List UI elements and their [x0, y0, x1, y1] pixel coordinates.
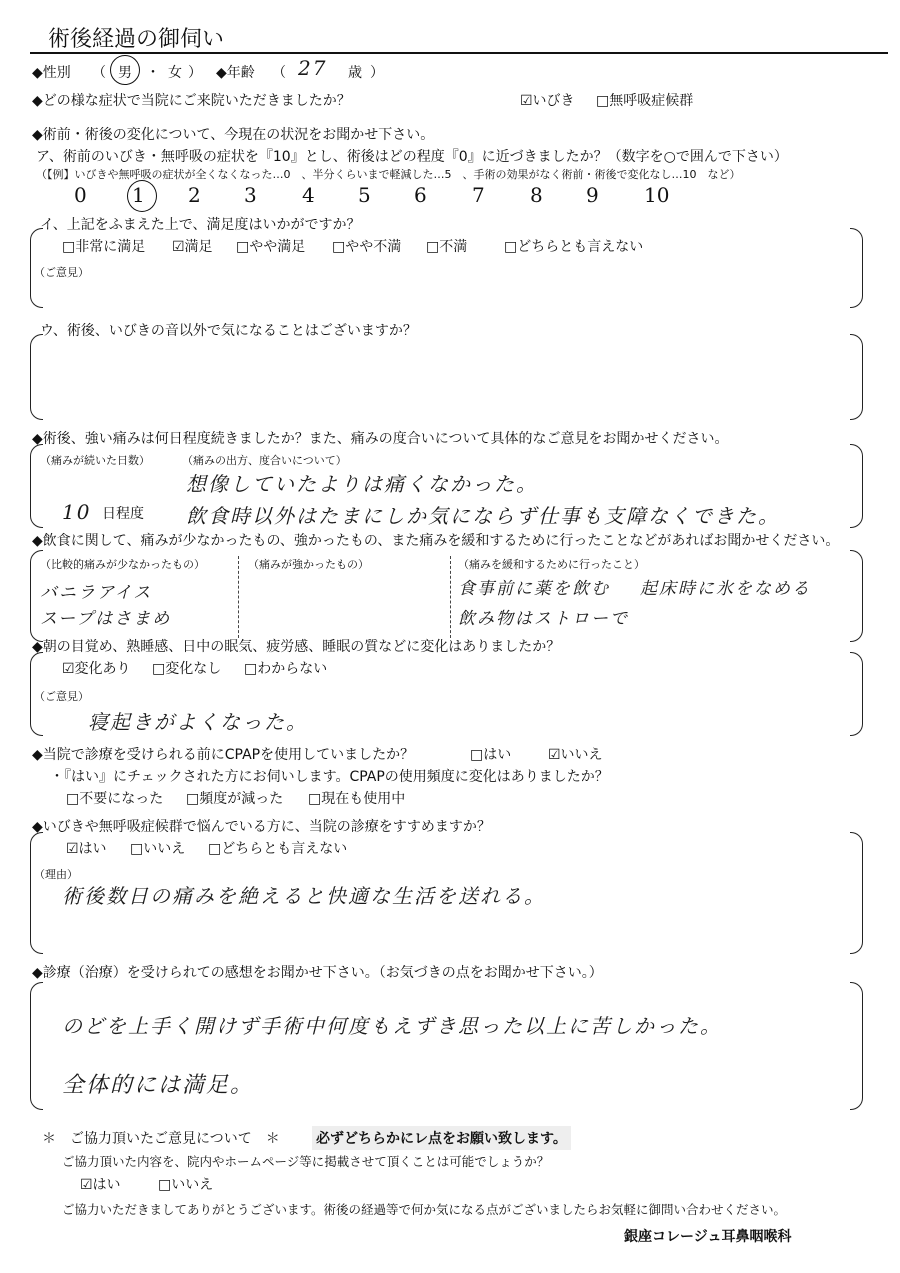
- q2-scale-option-8[interactable]: 8: [530, 183, 543, 207]
- q3-comment-label: （ご意見）: [34, 266, 89, 279]
- q2-scale-option-6[interactable]: 6: [414, 183, 427, 207]
- q10-bracket-left: [30, 982, 43, 1110]
- q5-days-label: （痛みが続いた日数）: [40, 454, 150, 467]
- q6-col2-label: （痛みが強かったもの）: [248, 558, 369, 571]
- q8-sub-option-2[interactable]: □現在も使用中: [308, 791, 406, 807]
- q1-option-apnea[interactable]: □無呼吸症候群: [596, 93, 694, 109]
- q5-days-unit: 日程度: [102, 506, 144, 522]
- q8-sub-option-0[interactable]: □不要になった: [66, 791, 164, 807]
- q6-col3-line2[interactable]: 起床時に氷をなめる: [640, 579, 811, 599]
- q3-option-5[interactable]: □どちらとも言えない: [504, 239, 644, 255]
- age-open: （: [272, 65, 286, 81]
- q9-option-1[interactable]: □いいえ: [130, 841, 186, 857]
- q7-option-0[interactable]: ☑変化あり: [62, 661, 131, 677]
- q6-bracket-right: [850, 550, 863, 642]
- q8-option-no[interactable]: ☑いいえ: [548, 747, 603, 763]
- q1-question: ◆どの様な症状で当院にご来院いただきましたか？: [32, 93, 351, 109]
- q5-bracket-left: [30, 444, 43, 528]
- q6-bracket-left: [30, 550, 43, 642]
- q2-scale-option-1[interactable]: 1: [132, 183, 145, 207]
- q8-subquestion: ・『はい』にチェックされた方にお伺いします。CPAPの使用頻度に変化はありましたか？: [50, 769, 609, 785]
- q3-question: イ、上記をふまえた上で、満足度はいかがですか？: [40, 217, 361, 233]
- gender-selection-circle: [110, 55, 140, 85]
- q7-bracket-right: [850, 652, 863, 736]
- q9-option-2[interactable]: □どちらとも言えない: [208, 841, 348, 857]
- footer-note-prefix: ＊ ご協力頂いたご意見について ＊: [42, 1131, 280, 1147]
- q9-reason-label: （理由）: [34, 868, 78, 881]
- gender-open: （: [92, 65, 106, 81]
- q6-question: ◆飲食に関して、痛みが少なかったもの、強かったもの、また痛みを緩和するために行ったことなどがあればお聞かせください。: [32, 533, 840, 549]
- q10-question: ◆診療（治療）を受けられての感想をお聞かせ下さい。（お気づきの点をお聞かせ下さい。）: [32, 965, 603, 981]
- q6-col1-label: （比較的痛みが少なかったもの）: [40, 558, 205, 571]
- q2-scale-option-0[interactable]: 0: [74, 183, 87, 207]
- gender-female-option[interactable]: 女: [168, 65, 182, 81]
- gender-close: ）: [188, 65, 202, 81]
- q5-answer-line2[interactable]: 飲食時以外はたまにしか気にならず仕事も支障なくできた。: [186, 504, 780, 528]
- q3-option-3[interactable]: □やや不満: [332, 239, 402, 255]
- q6-divider-1: [238, 556, 239, 638]
- q7-option-1[interactable]: □変化なし: [152, 661, 222, 677]
- q2-question: ◆術前・術後の変化について、今現在の状況をお聞かせ下さい。: [32, 127, 435, 143]
- page-title: 術後経過の御伺い: [48, 27, 225, 52]
- footer-thanks: ご協力いただきましてありがとうございます。術後の経過等で何か気になる点がございましたらお気軽に御問い合わせください。: [62, 1202, 787, 1217]
- q4-bracket-left: [30, 334, 43, 420]
- q3-option-4[interactable]: □不満: [426, 239, 468, 255]
- q9-question: ◆いびきや無呼吸症候群で悩んでいる方に、当院の診療をすすめますか？: [32, 819, 491, 835]
- q2-scale-selection-circle: [127, 180, 157, 212]
- q5-days-value[interactable]: 10: [62, 500, 92, 524]
- footer-option-yes[interactable]: ☑はい: [80, 1177, 121, 1193]
- q7-question: ◆朝の目覚め、熟睡感、日中の眠気、疲労感、睡眠の質などに変化はありましたか？: [32, 639, 561, 655]
- q6-col3-line1[interactable]: 食事前に薬を飲む: [458, 579, 610, 599]
- q3-bracket-right: [850, 228, 863, 308]
- q9-option-0[interactable]: ☑はい: [66, 841, 107, 857]
- q6-col1-line2[interactable]: スープはさまめ: [40, 609, 172, 629]
- q9-bracket-right: [850, 832, 863, 954]
- q4-question: ウ、術後、いびきの音以外で気になることはございますか？: [40, 323, 417, 339]
- q2-scale-option-5[interactable]: 5: [358, 183, 371, 207]
- q5-degree-label: （痛みの出方、度合いについて）: [182, 454, 347, 467]
- clinic-name: 銀座コレージュ耳鼻咽喉科: [624, 1229, 792, 1245]
- q2-subquestion: ア、術前のいびき・無呼吸の症状を『10』とし、術後はどの程度『0』に近づきましたか？（数字を○で囲んで下さい）: [36, 149, 788, 165]
- q7-bracket-left: [30, 652, 43, 736]
- q3-option-2[interactable]: □やや満足: [236, 239, 306, 255]
- age-value[interactable]: 27: [298, 56, 328, 80]
- q6-col3-label: （痛みを緩和するために行ったこと）: [458, 558, 645, 571]
- q7-answer[interactable]: 寝起きがよくなった。: [88, 710, 308, 734]
- q5-answer-line1[interactable]: 想像していたよりは痛くなかった。: [186, 472, 538, 496]
- q2-scale-option-9[interactable]: 9: [586, 183, 599, 207]
- q2-scale-option-10[interactable]: 10: [644, 183, 670, 207]
- q10-answer-line1[interactable]: のどを上手く開けず手術中何度もえずき思った以上に苦しかった。: [62, 1014, 722, 1038]
- title-divider: [30, 52, 888, 54]
- q2-scale-option-3[interactable]: 3: [244, 183, 257, 207]
- q5-bracket-right: [850, 444, 863, 528]
- q10-bracket-right: [850, 982, 863, 1110]
- q8-question: ◆当院で診療を受けられる前にCPAPを使用していましたか？: [32, 747, 415, 763]
- q10-answer-line2[interactable]: 全体的には満足。: [62, 1073, 255, 1098]
- q2-example: （【例】いびきや無呼吸の症状が全くなくなった…0 、半分くらいまで軽減した…5 、手術の効果がなく術前・術後で変化なし…10 など）: [36, 168, 741, 181]
- q6-col3-line3[interactable]: 飲み物はストローで: [458, 609, 629, 629]
- gender-separator: ・: [146, 65, 160, 81]
- q3-bracket-left: [30, 228, 43, 308]
- q2-scale-option-4[interactable]: 4: [302, 183, 315, 207]
- q3-option-0[interactable]: □非常に満足: [62, 239, 146, 255]
- gender-label: ◆性別: [32, 65, 71, 81]
- q4-bracket-right: [850, 334, 863, 420]
- footer-note-bold: 必ずどちらかにレ点をお願い致します。: [312, 1126, 571, 1150]
- q2-scale-option-7[interactable]: 7: [472, 183, 485, 207]
- gender-male-option[interactable]: 男: [118, 65, 132, 81]
- footer-question: ご協力頂いた内容を、院内やホームページ等に掲載させて頂くことは可能でしょうか？: [62, 1154, 550, 1169]
- q1-option-snoring[interactable]: ☑いびき: [520, 93, 575, 109]
- q9-answer[interactable]: 術後数日の痛みを絶えると快適な生活を送れる。: [62, 884, 546, 908]
- q6-divider-2: [450, 556, 451, 638]
- q7-comment-label: （ご意見）: [34, 690, 89, 703]
- age-unit: 歳: [348, 65, 362, 81]
- age-label: ◆年齢: [216, 65, 255, 81]
- footer-option-no[interactable]: □いいえ: [158, 1177, 214, 1193]
- q2-scale-option-2[interactable]: 2: [188, 183, 201, 207]
- q9-bracket-left: [30, 832, 43, 954]
- q6-col1-line1[interactable]: バニラアイス: [40, 583, 153, 603]
- age-close: ）: [370, 65, 384, 81]
- q3-option-1[interactable]: ☑満足: [172, 239, 213, 255]
- q8-sub-option-1[interactable]: □頻度が減った: [186, 791, 284, 807]
- q5-question: ◆術後、強い痛みは何日程度続きましたか？また、痛みの度合いについて具体的なご意見をお聞かせください。: [32, 431, 729, 447]
- q8-option-yes[interactable]: □はい: [470, 747, 512, 763]
- q7-option-2[interactable]: □わからない: [244, 661, 328, 677]
